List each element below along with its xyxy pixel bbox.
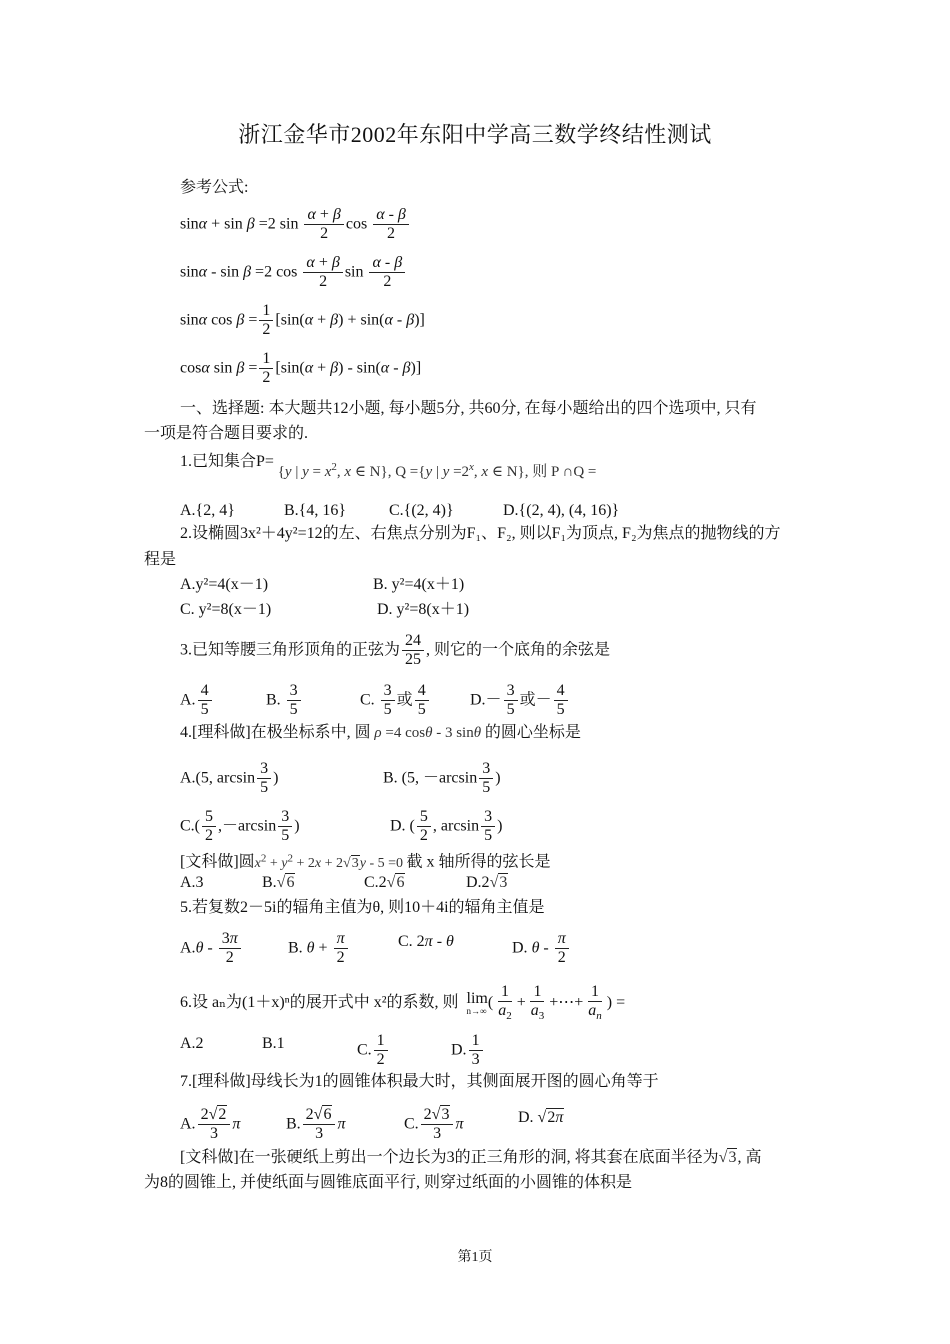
formulas-label: 参考公式: <box>180 179 249 196</box>
section1-line2: 一项是符合题目要求的. <box>144 425 309 442</box>
formula-sin-cos: sinα cos β = $\frac{1}{2}$ [sin(α + β) + sin(α - β)] <box>180 302 425 339</box>
q7-option-c: C. $\frac{2√3}{3}$ π <box>404 1106 464 1143</box>
q1-option-a: A.{2, 4} <box>180 502 235 519</box>
q5-stem: 5.若复数2－5i的辐角主值为θ, 则10＋4i的辐角主值是 <box>180 899 545 916</box>
formula-sum-sin: sinα + sin β =2 sin $\frac{\alpha + \beta}{2}$ cos $\frac{\alpha - \beta}{2}$ <box>180 206 411 244</box>
q3-option-a: A. $\frac{4}{5}$ <box>180 682 214 720</box>
q7-option-d: D. √2π <box>518 1109 564 1126</box>
q4-stem: 4.[理科做]在极坐标系中, 圆 ρ =4 cosθ - 3 sinθ 的圆心坐标是 <box>180 724 581 741</box>
q7w-line2: 为8的圆锥上, 并使纸面与圆锥底面平行, 则穿过纸面的小圆锥的体积是 <box>144 1174 633 1191</box>
q3-option-d: D.－ $\frac{3}{5}$ 或－ $\frac{4}{5}$ <box>470 682 570 720</box>
q3-stem: 3.已知等腰三角形顶角的正弦为 $\frac{24}{25}$ , 则它的一个底角的余弦是 <box>180 632 611 669</box>
q4-option-c: C.( $\frac{5}{2}$ ,－arcsin $\frac{3}{5}$ ) <box>180 808 300 845</box>
q5-option-c: C. 2π - θ <box>398 933 454 950</box>
q2-option-c: C. y²=8(x－1) <box>180 601 272 618</box>
page-number: 第1页 <box>457 1250 493 1265</box>
q4-option-b: B. (5, －arcsin $\frac{3}{5}$ ) <box>383 760 501 797</box>
q4w-option-b: B.√6 <box>262 874 295 891</box>
q4-option-a: A.(5, arcsin $\frac{3}{5}$ ) <box>180 760 279 797</box>
q7-option-a: A. $\frac{2√2}{3}$ π <box>180 1106 241 1143</box>
q4w-stem: [文科做]圆$x^2 + y^2 + 2x + 2√3y - 5 =0$ 截 x 轴所得的弦长是 <box>180 852 551 871</box>
q7w-line1: [文科做]在一张硬纸上剪出一个边长为3的正三角形的洞, 将其套在底面半径为√3, 高 <box>180 1149 762 1166</box>
q6-option-c: C. $\frac{1}{2}$ <box>357 1032 390 1070</box>
q6-stem: 6.设 aₙ为(1＋x)ⁿ的展开式中 x²的系数, 则 lim n→∞ ( $\frac{1}{a_2}$ + $\frac{1}{a_3}$ +⋯+ $\frac{1}{a_n}$ ) = <box>180 983 626 1023</box>
q6-option-a: A.2 <box>180 1035 204 1052</box>
q5-option-a: A.θ - $\frac{3\pi}{2}$ <box>180 930 243 968</box>
q5-option-b: B. θ + $\frac{\pi}{2}$ <box>288 930 350 968</box>
q5-option-d: D. θ - $\frac{\pi}{2}$ <box>512 930 571 968</box>
q2-stem-b: 程是 <box>144 551 177 568</box>
formula-cos-sin: cosα sin β = $\frac{1}{2}$ [sin(α + β) - sin(α - β)] <box>180 350 422 387</box>
q7-option-b: B. $\frac{2√6}{3}$ π <box>286 1106 346 1143</box>
q2-option-b: B. y²=4(x＋1) <box>373 576 465 593</box>
q6-option-d: D. $\frac{1}{3}$ <box>451 1032 485 1070</box>
q2-option-a: A.y²=4(x－1) <box>180 576 269 593</box>
q7-stem: 7.[理科做]母线长为1的圆锥体积最大时，其侧面展开图的圆心角等于 <box>180 1073 659 1090</box>
q2-option-d: D. y²=8(x＋1) <box>377 601 470 618</box>
q2-stem-a: 2.设椭圆3x²＋4y²=12的左、右焦点分别为F₁、F₂, 则以F₁为顶点, F₂为焦点的抛物线的方 <box>180 525 781 542</box>
q6-option-b: B.1 <box>262 1035 285 1052</box>
page-title: 浙江金华市2002年东阳中学高三数学终结性测试 <box>238 122 712 147</box>
formula-diff-sin: sinα - sin β =2 cos $\frac{\alpha + \beta}{2}$ sin $\frac{\alpha - \beta}{2}$ <box>180 254 407 292</box>
q1-option-d: D.{(2, 4), (4, 16)} <box>503 502 620 519</box>
q1-option-c: C.{(2, 4)} <box>389 502 454 519</box>
q3-option-b: B. $\frac{3}{5}$ <box>266 682 303 720</box>
q4w-option-d: D.2√3 <box>466 874 508 891</box>
q1-stem: 1.已知集合P= {y | $y = x^2$, x ∈ N}, Q ={y | $y =2^x$, x ∈ N}, 则 P ∩Q = <box>180 453 597 480</box>
q4w-option-c: C.2√6 <box>364 874 405 891</box>
q1-option-b: B.{4, 16} <box>284 502 347 519</box>
q3-option-c: C. $\frac{3}{5}$ 或 $\frac{4}{5}$ <box>360 682 431 720</box>
section1-line1: 一、选择题: 本大题共12小题, 每小题5分, 共60分, 在每小题给出的四个选项中, 只有 <box>180 400 757 417</box>
q4w-option-a: A.3 <box>180 874 204 891</box>
q4-option-d: D. ( $\frac{5}{2}$ , arcsin $\frac{3}{5}$ ) <box>390 808 503 845</box>
